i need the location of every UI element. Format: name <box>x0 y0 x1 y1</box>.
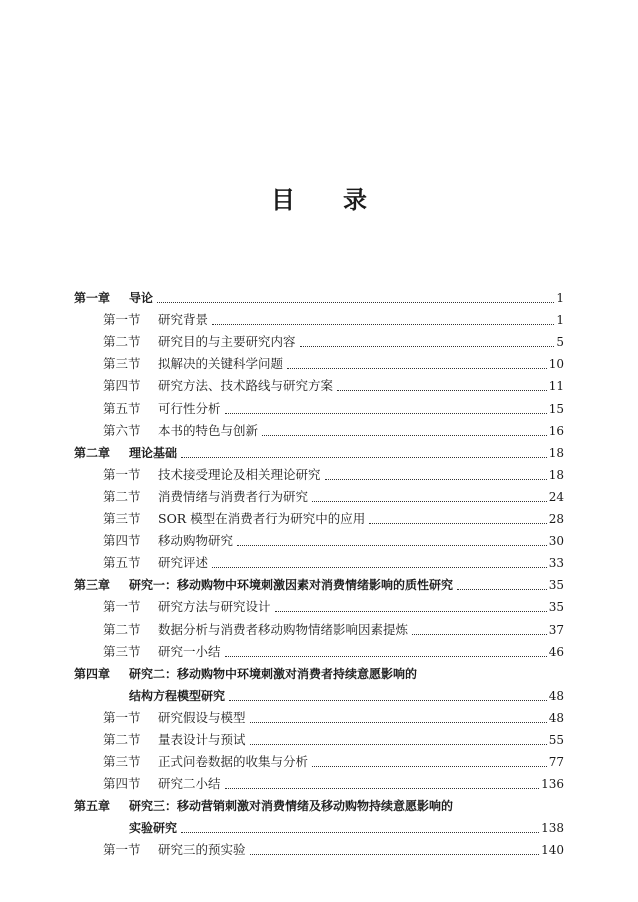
toc-section-entry[interactable] <box>74 596 564 618</box>
page-number: 15 <box>548 401 564 416</box>
section-number: 第二节 <box>103 488 141 504</box>
chapter-number: 第四章 <box>74 666 111 681</box>
section-title: 技术接受理论及相关理论研究 <box>158 466 321 482</box>
toc-section-entry[interactable] <box>74 420 564 442</box>
dot-leader <box>412 633 547 635</box>
section-number: 第三节 <box>103 356 141 372</box>
toc-section-entry[interactable] <box>74 641 564 663</box>
toc-section-entry[interactable] <box>74 508 564 530</box>
section-number: 第二节 <box>103 731 141 747</box>
dot-leader <box>300 345 555 347</box>
page-number: 5 <box>556 335 564 350</box>
dot-leader <box>181 456 547 458</box>
page-number: 35 <box>548 578 564 593</box>
chapter-number: 第二章 <box>74 445 111 460</box>
toc-title-char-1: 目 <box>271 185 295 214</box>
section-number: 第三节 <box>103 511 141 527</box>
section-title: 量表设计与预试 <box>158 731 246 747</box>
section-number: 第二节 <box>103 334 141 350</box>
section-title: 消费情绪与消费者行为研究 <box>158 488 309 504</box>
page-number: 24 <box>548 489 564 504</box>
page-number: 30 <box>548 534 564 549</box>
page-number: 48 <box>548 710 564 725</box>
page-number: 10 <box>548 357 564 372</box>
dot-leader <box>369 522 547 524</box>
section-number: 第一节 <box>103 842 141 858</box>
section-number: 第一节 <box>103 312 141 328</box>
dot-leader <box>457 588 547 590</box>
toc-section-entry[interactable] <box>74 751 564 773</box>
page-number: 136 <box>541 777 564 792</box>
section-title: 正式问卷数据的收集与分析 <box>158 754 309 770</box>
toc-section-entry[interactable] <box>74 839 564 861</box>
page-number: 46 <box>548 644 564 659</box>
section-title: 移动购物研究 <box>158 533 234 549</box>
section-title: 研究背景 <box>158 312 209 328</box>
dot-leader <box>157 301 554 303</box>
section-number: 第四节 <box>103 378 141 394</box>
toc-section-entry[interactable] <box>74 331 564 353</box>
toc-section-entry[interactable] <box>74 375 564 397</box>
section-title: 研究假设与模型 <box>158 709 246 725</box>
table-of-contents <box>74 287 564 861</box>
section-number: 第一节 <box>103 599 141 615</box>
toc-section-entry[interactable] <box>74 309 564 331</box>
dot-leader <box>225 787 540 789</box>
page-number: 33 <box>548 556 564 571</box>
section-number: 第五节 <box>103 555 141 571</box>
toc-section-entry[interactable] <box>74 397 564 419</box>
toc-section-entry[interactable] <box>74 530 564 552</box>
toc-section-entry[interactable] <box>74 707 564 729</box>
dot-leader <box>250 721 547 723</box>
chapter-title: 研究二：移动购物中环境刺激对消费者持续意愿影响的 <box>129 666 418 681</box>
page-number: 37 <box>548 622 564 637</box>
section-title: 可行性分析 <box>158 400 221 416</box>
chapter-title: 研究一：移动购物中环境刺激因素对消费情绪影响的质性研究 <box>129 578 454 593</box>
dot-leader <box>312 500 547 502</box>
page-number: 55 <box>548 732 564 747</box>
dot-leader <box>250 853 540 855</box>
page-number: 35 <box>548 600 564 615</box>
dot-leader <box>212 566 547 568</box>
section-number: 第三节 <box>103 643 141 659</box>
toc-chapter-entry[interactable] <box>74 574 564 596</box>
dot-leader <box>337 389 547 391</box>
chapter-title: 实验研究 <box>129 821 178 836</box>
section-title: 研究一小结 <box>158 643 221 659</box>
section-number: 第六节 <box>103 422 141 438</box>
dot-leader <box>181 831 539 833</box>
dot-leader <box>250 743 547 745</box>
section-title: 研究三的预实验 <box>158 842 246 858</box>
toc-section-entry[interactable] <box>74 464 564 486</box>
dot-leader <box>229 699 547 701</box>
dot-leader <box>212 323 554 325</box>
dot-leader <box>287 367 547 369</box>
dot-leader <box>312 765 547 767</box>
section-title: 数据分析与消费者移动购物情绪影响因素提炼 <box>158 621 409 637</box>
page-number: 138 <box>541 821 564 836</box>
toc-section-entry[interactable] <box>74 773 564 795</box>
section-number: 第一节 <box>103 466 141 482</box>
section-number: 第四节 <box>103 776 141 792</box>
toc-chapter-entry[interactable] <box>74 685 564 707</box>
toc-title <box>0 180 638 215</box>
section-title: 研究二小结 <box>158 776 221 792</box>
page-number: 77 <box>548 755 564 770</box>
section-title: 研究方法与研究设计 <box>158 599 271 615</box>
section-number: 第五节 <box>103 400 141 416</box>
toc-chapter-entry[interactable] <box>74 442 564 464</box>
page-number: 1 <box>556 291 564 306</box>
page-number: 11 <box>548 379 564 394</box>
toc-title-char-2: 录 <box>343 185 367 214</box>
page-number: 28 <box>548 512 564 527</box>
section-number: 第四节 <box>103 533 141 549</box>
page-number: 18 <box>548 445 564 460</box>
toc-section-entry[interactable] <box>74 486 564 508</box>
dot-leader <box>262 434 547 436</box>
toc-section-entry[interactable] <box>74 552 564 574</box>
toc-section-entry[interactable] <box>74 729 564 751</box>
toc-chapter-entry[interactable] <box>74 817 564 839</box>
dot-leader <box>225 412 547 414</box>
chapter-title: 研究三：移动营销刺激对消费情绪及移动购物持续意愿影响的 <box>129 799 454 814</box>
page-number: 140 <box>541 843 564 858</box>
section-title: 研究方法、技术路线与研究方案 <box>158 378 334 394</box>
toc-chapter-entry[interactable] <box>74 795 564 817</box>
section-title: 本书的特色与创新 <box>158 422 259 438</box>
chapter-number: 第一章 <box>74 291 111 306</box>
dot-leader <box>325 478 547 480</box>
chapter-title: 理论基础 <box>129 445 178 460</box>
dot-leader <box>237 544 547 546</box>
section-number: 第三节 <box>103 754 141 770</box>
toc-chapter-entry[interactable] <box>74 287 564 309</box>
toc-section-entry[interactable] <box>74 353 564 375</box>
section-title: 拟解决的关键科学问题 <box>158 356 284 372</box>
page-number: 18 <box>548 467 564 482</box>
page-number: 48 <box>548 688 564 703</box>
section-title: SOR 模型在消费者行为研究中的应用 <box>158 511 366 527</box>
chapter-number: 第三章 <box>74 578 111 593</box>
chapter-number: 第五章 <box>74 799 111 814</box>
dot-leader <box>225 655 547 657</box>
section-title: 研究评述 <box>158 555 209 571</box>
chapter-title: 结构方程模型研究 <box>129 688 226 703</box>
toc-chapter-entry[interactable] <box>74 663 564 685</box>
section-number: 第一节 <box>103 709 141 725</box>
page-number: 16 <box>548 423 564 438</box>
section-title: 研究目的与主要研究内容 <box>158 334 296 350</box>
toc-section-entry[interactable] <box>74 618 564 640</box>
page-number: 1 <box>556 313 564 328</box>
chapter-title: 导论 <box>129 291 154 306</box>
section-number: 第二节 <box>103 621 141 637</box>
dot-leader <box>275 610 547 612</box>
